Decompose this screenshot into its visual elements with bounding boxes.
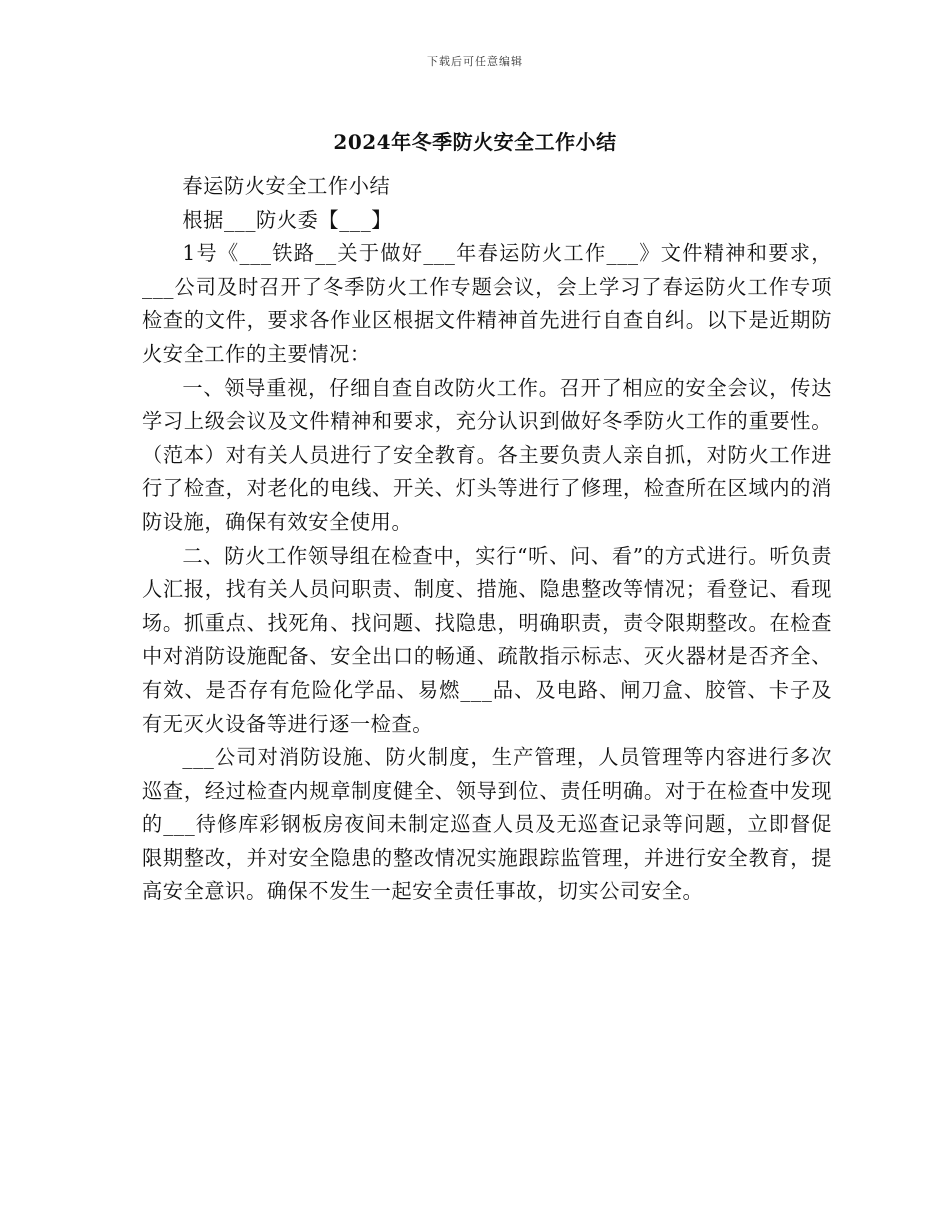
paragraph-basis: 根据___防火委【___】 — [182, 207, 393, 232]
paragraph-subtitle: 春运防火安全工作小结 — [182, 174, 391, 198]
paragraph-intro: 1号《___铁路__关于做好___年春运防火工作___》文件精神和要求，___公司及时召开了冬季防火工作专题会议，会上学习了春运防火工作专项检查的文件，要求各作业区根据文件精神首先进行自查自纠。以下是近期防火安全工作的主要情况： — [142, 241, 832, 366]
page-header-note: 下载后可任意编辑 — [427, 55, 523, 68]
document-body — [142, 170, 832, 909]
paragraph-company-inspection: ___公司对消防设施、防火制度，生产管理，人员管理等内容进行多次巡查，经过检查内规章制度健全、领导到位、责任明确。对于在检查中发现的___待修库彩钢板房夜间未制定巡查人员及无巡查记录等问题，立即督促限期整改，并对安全隐患的整改情况实施跟踪监管理，并进行安全教育，提高安全意识。确保不发生一起安全责任事故，切实公司安全。 — [142, 745, 832, 904]
paragraph-section-one: 一、领导重视，仔细自查自改防火工作。召开了相应的安全会议，传达学习上级会议及文件精神和要求，充分认识到做好冬季防火工作的重要性。（范本）对有关人员进行了安全教育。各主要负责人亲自抓，对防火工作进行了检查，对老化的电线、开关、灯头等进行了修理，检查所在区域内的消防设施，确保有效安全使用。 — [142, 375, 832, 534]
paragraph-section-two: 二、防火工作领导组在检查中，实行“听、问、看”的方式进行。听负责人汇报，找有关人员问职责、制度、措施、隐患整改等情况；看登记、看现场。抓重点、找死角、找问题、找隐患，明确职责，责令限期整改。在检查中对消防设施配备、安全出口的畅通、疏散指示标志、灭火器材是否齐全、有效、是否存有危险化学品、易燃___品、及电路、闸刀盒、胶管、卡子及有无灭火设备等进行逐一检查。 — [142, 543, 832, 736]
document-title: 2024年冬季防火安全工作小结 — [333, 130, 617, 154]
